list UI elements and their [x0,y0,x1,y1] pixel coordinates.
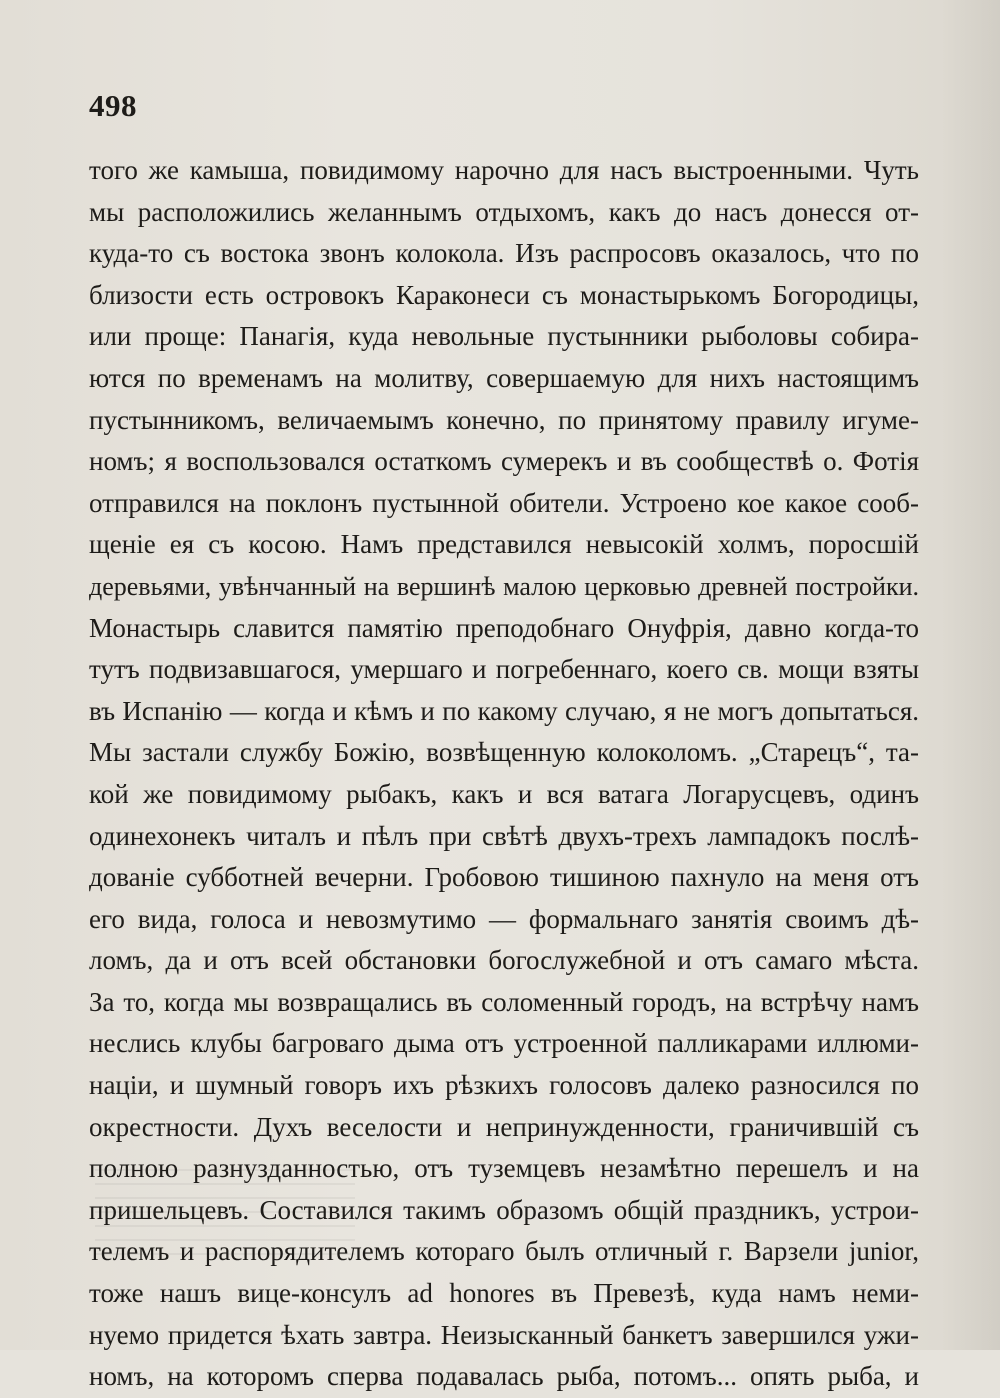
text-line: телемъ и распорядителемъ котораго былъ отличный г. Варзели junior, [89,1236,919,1267]
page-number: 498 [89,88,137,123]
text-line: того же камыша, повидимому нарочно для насъ выстроенными. Чуть [89,155,919,185]
text-line: окрестности. Духъ веселости и непринужденности, граничившій съ [89,1111,919,1142]
page-gutter-shadow [940,0,1000,1350]
text-line: тоже нашъ вице-консулъ ad honores въ Превезѣ, куда намъ неми- [89,1278,919,1309]
text-line: ются по временамъ на молитву, совершаемую для нихъ настоящимъ [89,362,919,393]
text-line: близости есть островокъ Караконеси съ монастырькомъ Богородицы, [89,279,919,310]
text-line: куда-то съ востока звонъ колокола. Изъ распросовъ оказалось, что по [89,238,919,269]
text-line: дованіе субботней вечерни. Гробовою тишиною пахнуло на меня отъ [89,862,919,893]
text-line: его вида, голоса и невозмутимо — формальнаго занятія своимъ дѣ- [89,903,919,934]
text-line: націи, и шумный говоръ ихъ рѣзкихъ голосовъ далеко разносился по [89,1070,919,1101]
text-line: кой же повидимому рыбакъ, какъ и вся ватага Логарусцевъ, одинъ [89,778,919,809]
text-line: тутъ подвизавшагося, умершаго и погребеннаго, коего св. мощи взяты [89,654,919,685]
text-line: За то, когда мы возвращались въ соломенный городъ, на встрѣчу намъ [89,986,919,1017]
text-line: или проще: Панагія, куда невольные пустынники рыболовы собира- [89,321,919,352]
text-line: пустынникомъ, величаемымъ конечно, по принятому правилу игуме- [89,404,919,435]
text-line: неслись клубы багроваго дыма отъ устроенной палликарами иллюми- [89,1028,919,1059]
text-line: Мы застали службу Божію, возвѣщенную колоколомъ. „Старецъ“, та- [89,737,919,768]
text-line: полною разнузданностью, отъ туземцевъ незамѣтно перешелъ и на [89,1153,919,1184]
text-line: въ Испанію — когда и кѣмъ и по какому случаю, я не могъ допытаться. [89,695,919,726]
text-line: деревьями, увѣнчанный на вершинѣ малою церковью древней постройки. [89,571,919,601]
text-line: мы расположились желаннымъ отдыхомъ, какъ до насъ донесся от- [89,196,919,227]
text-line: нуемо придется ѣхать завтра. Неизысканный банкетъ завершился ужи- [89,1319,919,1350]
text-line: одинехонекъ читалъ и пѣлъ при свѣтѣ двухъ-трехъ лампадокъ послѣ- [89,820,919,851]
text-line: ломъ, да и отъ всей обстановки богослужебной и отъ самаго мѣста. [89,945,919,976]
text-line: Монастырь славится памятію преподобнаго Онуфрія, давно когда-то [89,612,919,643]
body-text [89,150,919,1398]
text-line: номъ; я воспользовался остаткомъ сумерекъ и въ сообществѣ о. Фотія [89,446,919,477]
text-line: номъ, на которомъ сперва подавалась рыба, потомъ... опять рыба, и [89,1361,919,1392]
text-line: щеніе ея съ косою. Намъ представился невысокій холмъ, поросшій [89,529,919,560]
text-line: отправился на поклонъ пустынной обители. Устроено кое какое сооб- [89,487,919,518]
text-line: пришельцевъ. Составился такимъ образомъ общій праздникъ, устрои- [89,1194,919,1225]
